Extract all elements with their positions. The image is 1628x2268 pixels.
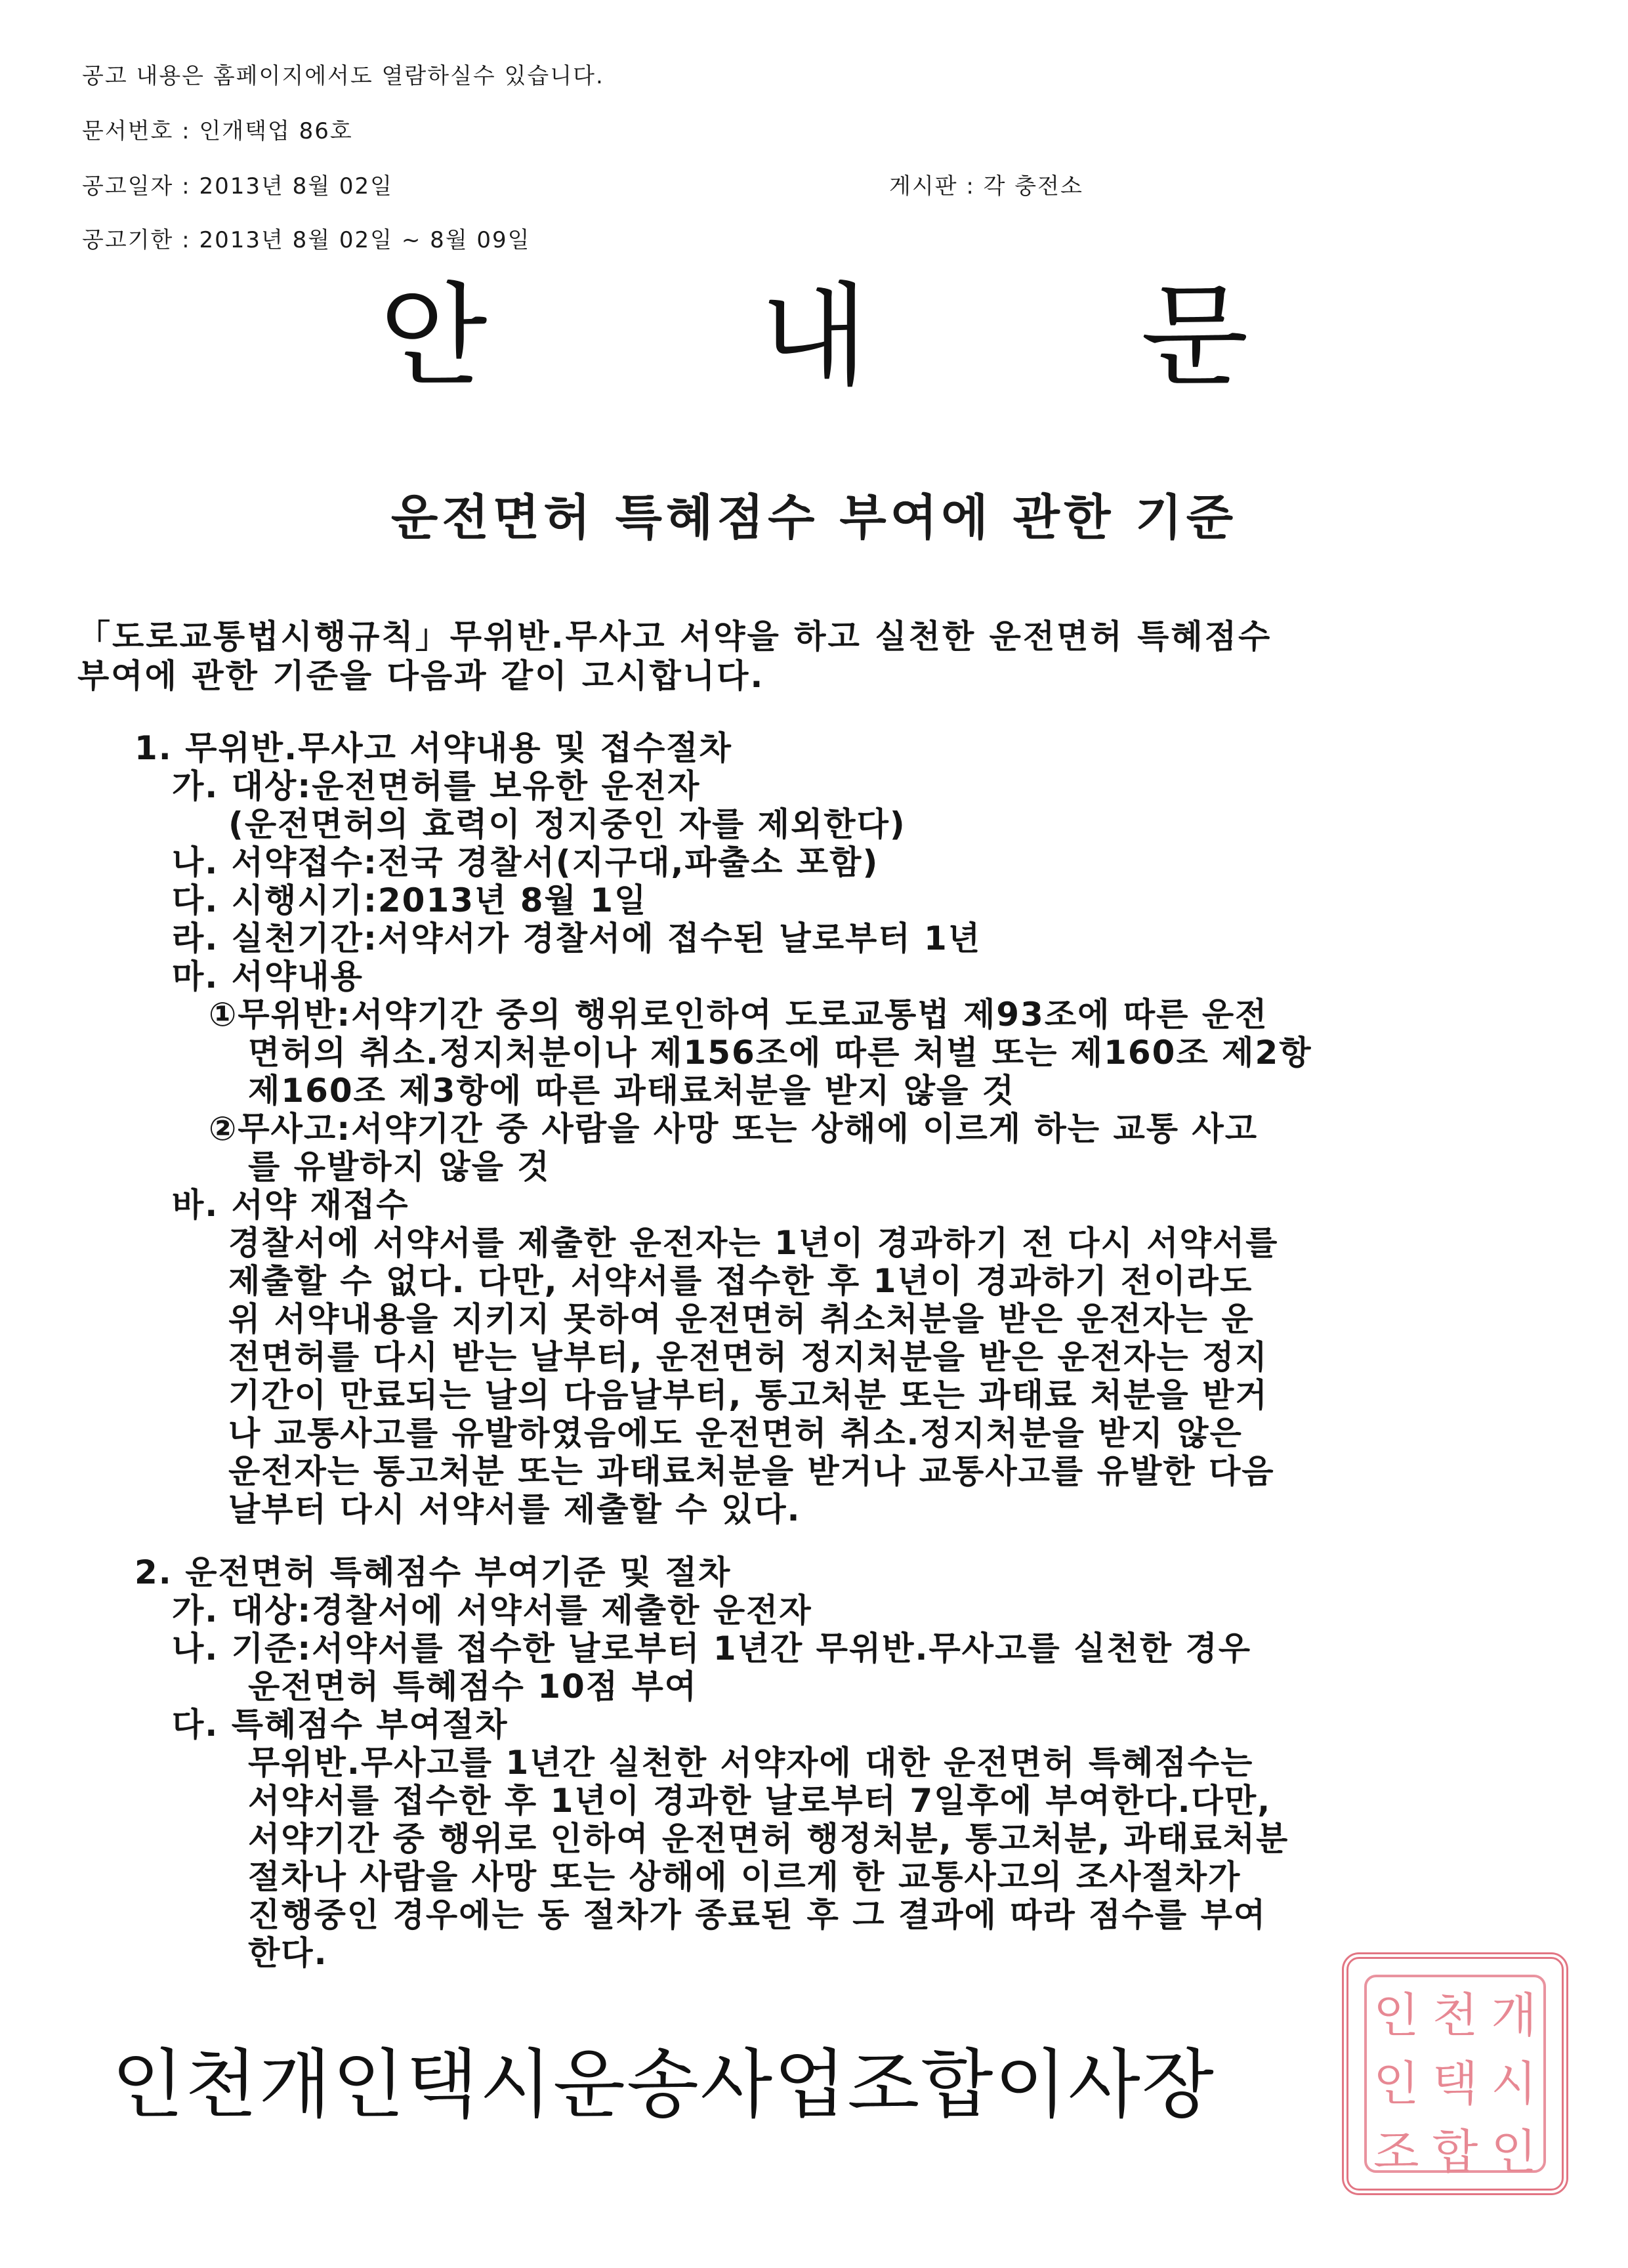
seal-char: 시 xyxy=(1491,2056,1537,2111)
procedure-line-1: 무위반.무사고를 1년간 실천한 서약자에 대한 운전면허 특혜점수는 xyxy=(248,1744,1254,1782)
title-char-2: 내 xyxy=(760,272,868,402)
seal-char: 개 xyxy=(1491,1988,1537,2043)
section2-procedure: 다. 특혜점수 부여절차 xyxy=(172,1706,509,1744)
resubmission-line-3: 위 서약내용을 지키지 못하여 운전면허 취소처분을 받은 운전자는 운 xyxy=(228,1300,1255,1338)
section1-target-note: (운전면허의 효력이 정지중인 자를 제외한다) xyxy=(228,805,906,843)
section2-criteria: 나. 기준:서약서를 접수한 날로부터 1년간 무위반.무사고를 실천한 경우 xyxy=(172,1629,1252,1668)
procedure-line-5: 진행중인 경우에는 동 절차가 종료된 후 그 결과에 따라 점수를 부여 xyxy=(248,1896,1267,1934)
section1-target: 가. 대상:운전면허를 보유한 운전자 xyxy=(172,767,701,805)
document-number: 문서번호 : 인개택업 86호 xyxy=(82,118,353,144)
document-subtitle: 운전면허 특혜점수 부여에 관한 기준 xyxy=(390,490,1238,546)
section1-heading: 1. 무위반.무사고 서약내용 및 접수절차 xyxy=(135,729,732,767)
section2-criteria-cont: 운전면허 특혜점수 10점 부여 xyxy=(248,1668,698,1706)
section1-reception: 나. 서약접수:전국 경찰서(지구대,파출소 포함) xyxy=(172,843,879,881)
pledge-item-2-line-1: ②무사고:서약기간 중 사람을 사망 또는 상해에 이르게 하는 교통 사고 xyxy=(209,1110,1259,1148)
procedure-line-2: 서약서를 접수한 후 1년이 경과한 날로부터 7일후에 부여한다.다만, xyxy=(248,1782,1272,1820)
resubmission-line-1: 경찰서에 서약서를 제출한 운전자는 1년이 경과하기 전 다시 서약서를 xyxy=(228,1224,1279,1262)
seal-characters xyxy=(1364,1975,1546,2179)
notice-date: 공고일자 : 2013년 8월 02일 xyxy=(82,173,394,200)
resubmission-line-8: 날부터 다시 서약서를 제출할 수 있다. xyxy=(228,1490,801,1528)
seal-char: 조 xyxy=(1373,2124,1419,2179)
intro-line-1: 「도로교통법시행규칙」무위반.무사고 서약을 하고 실천한 운전면허 특혜점수 xyxy=(77,618,1272,656)
resubmission-line-5: 기간이 만료되는 날의 다음날부터, 통고처분 또는 과태료 처분을 받거 xyxy=(228,1376,1268,1414)
resubmission-line-6: 나 교통사고를 유발하였음에도 운전면허 취소.정지처분을 받지 않은 xyxy=(228,1414,1243,1452)
official-seal-stamp xyxy=(1342,1952,1568,2195)
procedure-line-6: 한다. xyxy=(248,1934,328,1972)
pledge-item-1-line-3: 제160조 제3항에 따른 과태료처분을 받지 않을 것 xyxy=(248,1072,1016,1110)
intro-line-2: 부여에 관한 기준을 다음과 같이 고시합니다. xyxy=(77,657,765,695)
title-char-3: 문 xyxy=(1140,272,1249,402)
procedure-line-4: 절차나 사람을 사망 또는 상해에 이르게 한 교통사고의 조사절차가 xyxy=(248,1858,1242,1896)
notice-period: 공고기한 : 2013년 8월 02일 ~ 8월 09일 xyxy=(82,227,531,253)
section2-heading: 2. 운전면허 특혜점수 부여기준 및 절차 xyxy=(135,1553,732,1591)
title-char-1: 안 xyxy=(379,272,488,402)
pledge-item-2-line-2: 를 유발하지 않을 것 xyxy=(248,1148,551,1186)
homepage-notice: 공고 내용은 홈페이지에서도 열람하실수 있습니다. xyxy=(82,63,604,89)
bulletin-board: 게시판 : 각 충전소 xyxy=(889,173,1083,200)
resubmission-line-2: 제출할 수 없다. 다만, 서약서를 접수한 후 1년이 경과하기 전이라도 xyxy=(228,1262,1253,1300)
section1-effective-date: 다. 시행시기:2013년 8월 1일 xyxy=(172,881,648,919)
resubmission-line-7: 운전자는 통고처분 또는 과태료처분을 받거나 교통사고를 유발한 다음 xyxy=(228,1452,1275,1490)
pledge-item-1-line-2: 면허의 취소.정지처분이나 제156조에 따른 처벌 또는 제160조 제2항 xyxy=(248,1034,1312,1072)
procedure-line-3: 서약기간 중 행위로 인하여 운전면허 행정처분, 통고처분, 과태료처분 xyxy=(248,1820,1289,1858)
seal-char: 인 xyxy=(1373,2056,1419,2111)
section2-target: 가. 대상:경찰서에 서약서를 제출한 운전자 xyxy=(172,1591,812,1629)
pledge-item-1-line-1: ①무위반:서약기간 중의 행위로인하여 도로교통법 제93조에 따른 운전 xyxy=(209,996,1268,1034)
section1-resubmission: 바. 서약 재접수 xyxy=(172,1186,409,1224)
page-title xyxy=(0,246,1628,407)
issuer-signature: 인천개인택시운송사업조합이사장 xyxy=(112,2041,1215,2128)
seal-char: 합 xyxy=(1432,2124,1478,2179)
seal-char: 인 xyxy=(1373,1988,1419,2043)
section1-pledge-content: 마. 서약내용 xyxy=(172,957,364,996)
resubmission-line-4: 전면허를 다시 받는 날부터, 운전면허 정지처분을 받은 운전자는 정지 xyxy=(228,1338,1268,1376)
section1-period: 라. 실천기간:서약서가 경찰서에 접수된 날로부터 1년 xyxy=(172,919,982,957)
seal-char: 천 xyxy=(1432,1988,1478,2043)
seal-char: 택 xyxy=(1432,2056,1478,2111)
seal-char: 인 xyxy=(1491,2124,1537,2179)
